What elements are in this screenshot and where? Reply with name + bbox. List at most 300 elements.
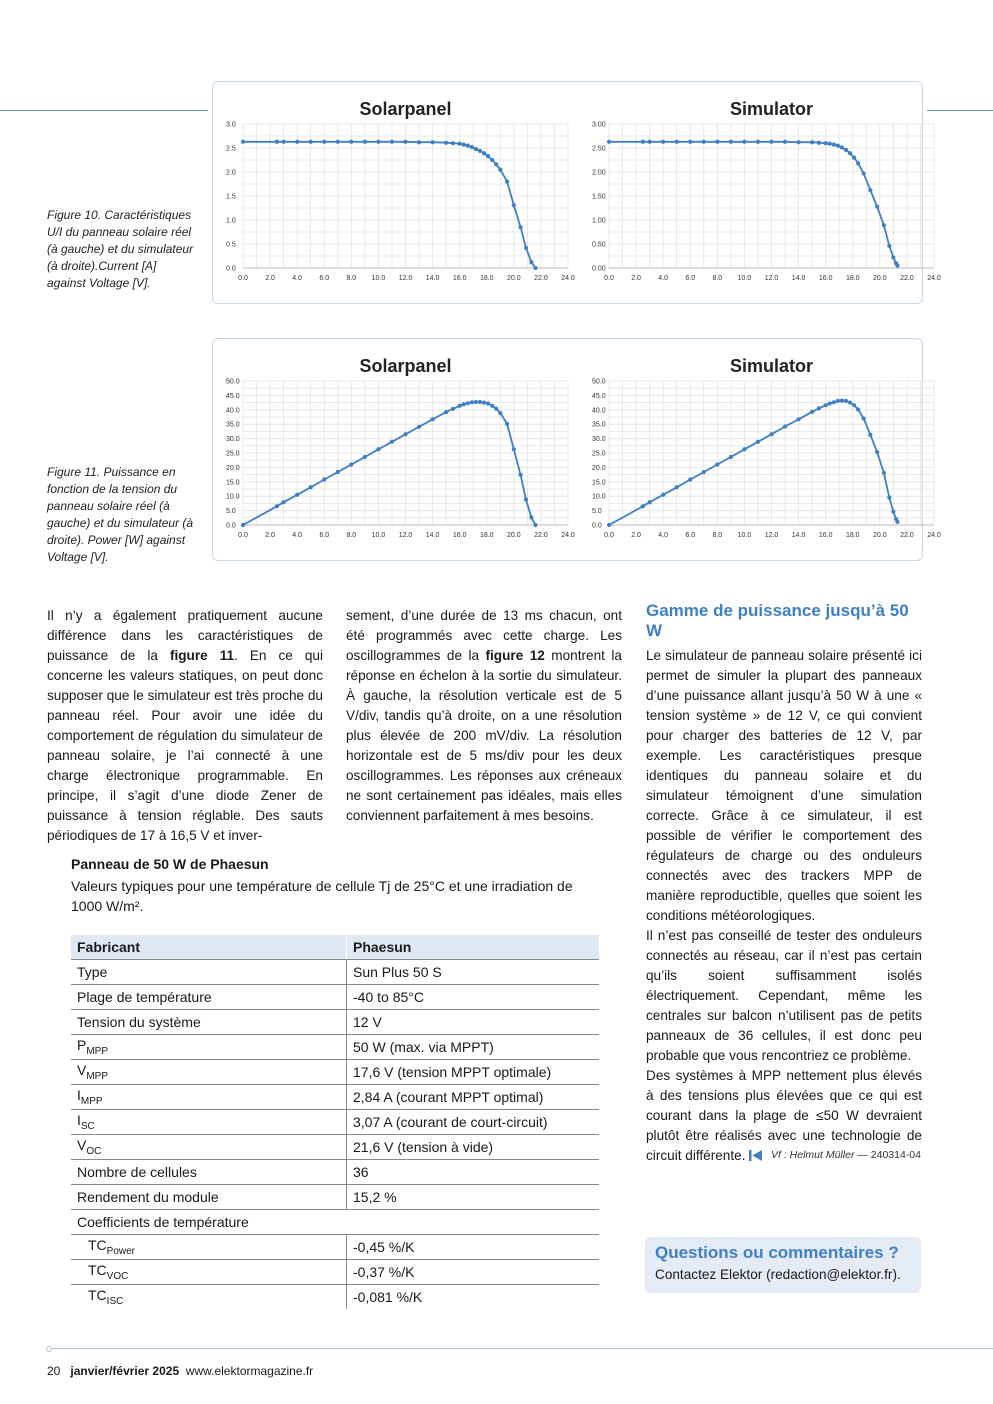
data-point	[817, 141, 821, 145]
table-row	[71, 1235, 599, 1260]
label-cell-subscript: MPP	[86, 1070, 109, 1082]
y-tick-label: 0.5	[226, 241, 236, 249]
value-cell-text: -0,37 %/K	[353, 1264, 415, 1280]
label-cell-text: I	[77, 1112, 81, 1129]
x-tick-label: 6.0	[685, 275, 696, 282]
figure-10	[212, 81, 941, 304]
data-point	[466, 144, 470, 148]
label-cell-text: TC	[88, 1262, 107, 1279]
value-cell-text: 2,84 A (courant MPPT optimal)	[353, 1089, 544, 1105]
x-tick-label: 10.0	[737, 275, 752, 282]
value-cell-text: 21,6 V (tension à vide)	[353, 1139, 494, 1155]
table-row	[71, 1135, 599, 1160]
data-point	[494, 162, 498, 166]
data-point	[861, 416, 865, 420]
label-cell	[71, 1035, 347, 1060]
chart	[592, 356, 941, 539]
footer-dot	[46, 1346, 52, 1352]
data-point	[891, 510, 895, 514]
data-point	[817, 406, 821, 410]
x-tick-label: 14.0	[425, 275, 440, 282]
data-point	[403, 140, 407, 144]
data-point	[882, 223, 886, 227]
data-point	[887, 496, 891, 500]
label-cell-text: Tension du système	[77, 1014, 201, 1030]
data-point	[852, 156, 856, 160]
value-cell	[347, 1135, 600, 1160]
label-cell	[71, 1185, 347, 1210]
y-tick-label: 15.0	[226, 479, 240, 487]
x-tick-label: 8.0	[346, 532, 357, 539]
data-point	[715, 462, 719, 466]
x-tick-label: 16.0	[452, 275, 467, 282]
data-point	[376, 140, 380, 144]
data-point	[322, 140, 326, 144]
y-tick-label: 45.0	[226, 392, 240, 400]
chart-title: Solarpanel	[359, 99, 452, 119]
table-row	[71, 1085, 599, 1110]
data-point	[478, 149, 482, 153]
data-point	[832, 143, 836, 147]
label-cell-text: I	[77, 1087, 81, 1104]
data-point	[529, 260, 533, 264]
value-cell-text: Sun Plus 50 S	[353, 964, 442, 980]
section-heading: Gamme de puissance jusqu’à 50 W	[646, 601, 909, 640]
data-point	[512, 447, 516, 451]
x-tick-label: 14.0	[791, 275, 806, 282]
data-point	[512, 203, 516, 207]
x-tick-label: 18.0	[845, 532, 860, 539]
data-point	[444, 141, 448, 145]
y-tick-label: 0.0	[226, 265, 236, 273]
y-tick-label: 1.5	[226, 193, 236, 201]
y-tick-label: 25.0	[226, 450, 240, 458]
data-point	[524, 246, 528, 250]
data-point	[295, 493, 299, 497]
y-tick-label: 5.0	[592, 508, 602, 516]
value-cell	[347, 1010, 600, 1035]
data-point	[241, 140, 245, 144]
spec-subtitle: Valeurs typiques pour une température de cellule Tj de 25°C et une irradiation de 1000 W/m².	[71, 878, 573, 914]
footer	[47, 1364, 313, 1378]
data-point	[519, 473, 523, 477]
y-tick-label: 0.0	[592, 522, 602, 530]
data-point	[856, 407, 860, 411]
data-point	[729, 140, 733, 144]
data-point	[282, 500, 286, 504]
value-cell	[347, 1285, 600, 1310]
data-point	[430, 417, 434, 421]
data-point	[322, 477, 326, 481]
value-cell	[347, 1060, 600, 1085]
data-point	[796, 140, 800, 144]
y-tick-label: 1.00	[592, 217, 606, 225]
x-tick-label: 8.0	[346, 275, 357, 282]
y-tick-label: 3.00	[592, 121, 606, 129]
label-cell	[71, 960, 347, 985]
footer-rule	[47, 1348, 993, 1349]
data-point	[482, 151, 486, 155]
data-point	[275, 140, 279, 144]
data-point	[769, 140, 773, 144]
x-tick-label: 0.0	[238, 275, 248, 282]
data-point	[458, 142, 462, 146]
article-column-2	[346, 606, 622, 826]
data-point	[533, 266, 537, 270]
questions-title: Questions ou commentaires ?	[655, 1243, 899, 1262]
chart-title: Simulator	[729, 99, 814, 119]
data-point	[844, 399, 848, 403]
y-tick-label: 0.00	[592, 265, 606, 273]
data-point	[742, 447, 746, 451]
x-tick-label: 12.0	[398, 275, 413, 282]
data-point	[349, 140, 353, 144]
y-tick-label: 5.0	[226, 508, 236, 516]
value-cell	[347, 1260, 600, 1285]
chart-title: Solarpanel	[359, 356, 452, 376]
data-point	[895, 520, 899, 524]
data-point	[848, 151, 852, 155]
y-tick-label: 10.0	[226, 493, 240, 501]
y-tick-label: 0.50	[592, 241, 606, 249]
credit-line	[700, 1149, 921, 1161]
value-cell	[347, 1035, 600, 1060]
data-point	[275, 504, 279, 508]
x-tick-label: 10.0	[371, 532, 386, 539]
data-point	[756, 140, 760, 144]
y-tick-label: 1.50	[592, 193, 606, 201]
data-point	[498, 168, 502, 172]
x-tick-label: 24.0	[927, 532, 941, 539]
x-tick-label: 16.0	[818, 532, 833, 539]
data-point	[451, 141, 455, 145]
data-point	[417, 140, 421, 144]
x-tick-label: 22.0	[900, 532, 914, 539]
value-cell	[347, 1110, 600, 1135]
label-cell-text: TC	[88, 1287, 107, 1304]
data-point	[363, 140, 367, 144]
x-tick-label: 2.0	[631, 275, 641, 282]
label-cell	[71, 1235, 347, 1260]
table-row	[71, 1010, 599, 1035]
data-point	[482, 401, 486, 405]
x-tick-label: 14.0	[425, 532, 440, 539]
data-point	[742, 140, 746, 144]
label-cell-text: Rendement du module	[77, 1189, 219, 1205]
data-point	[824, 403, 828, 407]
label-cell	[71, 1285, 347, 1310]
data-point	[470, 145, 474, 149]
x-tick-label: 10.0	[371, 275, 386, 282]
chart	[592, 99, 941, 282]
data-point	[519, 225, 523, 229]
data-point	[505, 422, 509, 426]
x-tick-label: 14.0	[791, 532, 806, 539]
data-point	[466, 401, 470, 405]
chart-title: Simulator	[729, 356, 814, 376]
y-tick-label: 0.0	[226, 522, 236, 530]
value-cell	[347, 960, 600, 985]
data-point	[840, 398, 844, 402]
data-point	[875, 450, 879, 454]
data-point	[241, 523, 245, 527]
y-tick-label: 40.0	[226, 407, 240, 415]
y-tick-label: 20.0	[592, 464, 606, 472]
table-row	[71, 985, 599, 1010]
x-tick-label: 18.0	[845, 275, 860, 282]
y-tick-label: 2.0	[226, 169, 236, 177]
value-cell-text: 36	[353, 1164, 369, 1180]
label-cell-text: P	[77, 1037, 87, 1054]
label-cell-subscript: VOC	[106, 1270, 129, 1282]
x-tick-label: 12.0	[398, 532, 413, 539]
data-point	[524, 498, 528, 502]
data-point	[390, 140, 394, 144]
x-tick-label: 18.0	[479, 275, 494, 282]
data-point	[309, 485, 313, 489]
label-cell-text: V	[77, 1137, 87, 1154]
article-column-3	[646, 646, 922, 1166]
y-tick-label: 10.0	[592, 493, 606, 501]
data-point	[494, 407, 498, 411]
x-tick-label: 20.0	[507, 532, 521, 539]
value-cell	[347, 1160, 600, 1185]
header-cell	[71, 935, 347, 960]
data-point	[828, 142, 832, 146]
data-point	[336, 470, 340, 474]
header-cell	[347, 935, 600, 960]
table-header-row	[71, 935, 599, 960]
x-tick-label: 8.0	[712, 532, 723, 539]
x-tick-label: 10.0	[737, 532, 752, 539]
label-cell-subscript: ISC	[106, 1295, 124, 1307]
label-cell-subscript: SC	[80, 1120, 95, 1132]
y-tick-label: 3.0	[226, 121, 236, 129]
data-point	[349, 462, 353, 466]
data-point	[756, 440, 760, 444]
x-tick-label: 6.0	[685, 532, 696, 539]
value-cell	[347, 1235, 600, 1260]
data-point	[430, 140, 434, 144]
spec-title: Panneau de 50 W de Phaesun	[71, 856, 269, 872]
y-tick-label: 50.0	[226, 378, 240, 386]
data-point	[715, 140, 719, 144]
data-point	[607, 140, 611, 144]
data-point	[390, 440, 394, 444]
figure-10-caption: Figure 10. Caractéristiques U/I du panneau solaire réel (à gauche) et du simulateur (à droite).Current [A] against Voltage [V].	[47, 208, 194, 290]
value-cell	[347, 1185, 600, 1210]
data-point	[363, 455, 367, 459]
x-tick-label: 20.0	[507, 275, 521, 282]
table-row	[71, 960, 599, 985]
data-point	[661, 140, 665, 144]
paragraph-text: sement, d’une durée de 13 ms chacun, ont été programmés avec cette charge. Les oscillogrammes de la	[346, 608, 622, 663]
y-tick-label: 40.0	[592, 407, 606, 415]
spec-table	[71, 935, 599, 1309]
x-tick-label: 2.0	[265, 532, 275, 539]
y-tick-label: 15.0	[592, 479, 606, 487]
x-tick-label: 22.0	[900, 275, 914, 282]
table-row	[71, 1110, 599, 1135]
x-tick-label: 24.0	[927, 275, 941, 282]
data-point	[607, 523, 611, 527]
x-tick-label: 20.0	[873, 532, 887, 539]
data-point	[769, 432, 773, 436]
data-point	[824, 141, 828, 145]
data-point	[856, 161, 860, 165]
x-tick-label: 2.0	[631, 532, 641, 539]
table-row	[71, 1060, 599, 1085]
data-point	[474, 147, 478, 151]
website: www.elektormagazine.fr	[185, 1364, 314, 1378]
chart	[226, 356, 575, 539]
y-tick-label: 2.50	[592, 145, 606, 153]
label-cell	[71, 1135, 347, 1160]
x-tick-label: 12.0	[764, 275, 779, 282]
y-tick-label: 35.0	[592, 421, 606, 429]
data-point	[470, 400, 474, 404]
x-tick-label: 4.0	[658, 532, 669, 539]
label-cell-subscript: MPP	[86, 1045, 109, 1057]
data-point	[490, 404, 494, 408]
chart	[226, 99, 575, 282]
y-tick-label: 25.0	[592, 450, 606, 458]
label-cell-text: Nombre de cellules	[77, 1164, 197, 1180]
value-cell-text: -0,45 %/K	[353, 1239, 415, 1255]
value-cell-text: 3,07 A (courant de court-circuit)	[353, 1114, 548, 1130]
data-point	[309, 140, 313, 144]
y-tick-label: 20.0	[226, 464, 240, 472]
article-code: — 240314-04	[854, 1149, 921, 1161]
article-column-1	[47, 606, 323, 846]
data-point	[688, 477, 692, 481]
data-point	[796, 417, 800, 421]
data-point	[887, 244, 891, 248]
value-cell-text: 15,2 %	[353, 1189, 397, 1205]
data-point	[844, 148, 848, 152]
table-row	[71, 1210, 599, 1235]
data-point	[661, 493, 665, 497]
y-tick-label: 1.0	[226, 217, 236, 225]
x-tick-label: 24.0	[561, 275, 575, 282]
value-cell-text: 12 V	[353, 1014, 382, 1030]
value-cell	[347, 1085, 600, 1110]
value-cell-text: 17,6 V (tension MPPT optimale)	[353, 1064, 552, 1080]
data-point	[688, 140, 692, 144]
value-cell	[347, 985, 600, 1010]
x-tick-label: 0.0	[238, 532, 248, 539]
data-point	[675, 485, 679, 489]
label-cell-text: V	[77, 1062, 87, 1079]
x-tick-label: 0.0	[604, 275, 614, 282]
data-point	[417, 425, 421, 429]
x-tick-label: 0.0	[604, 532, 614, 539]
data-point	[498, 411, 502, 415]
data-point	[462, 402, 466, 406]
section-cell	[71, 1210, 599, 1235]
y-tick-label: 2.5	[226, 145, 236, 153]
label-cell	[71, 1160, 347, 1185]
data-point	[868, 188, 872, 192]
x-tick-label: 8.0	[712, 275, 723, 282]
y-tick-label: 50.0	[592, 378, 606, 386]
y-tick-label: 30.0	[226, 436, 240, 444]
figure-reference: figure 11	[169, 648, 235, 663]
paragraph-text: Des systèmes à MPP nettement plus élevés à des tensions plus élevées que ce qui est courant dans la plage de ≤50 W devraient plutôt être réalisés avec une technologie de circuit différente.	[646, 1068, 922, 1163]
data-point	[505, 180, 509, 184]
data-point	[458, 404, 462, 408]
label-cell-text: TC	[88, 1237, 107, 1254]
data-point	[891, 255, 895, 259]
header-cell-text: Fabricant	[77, 939, 141, 955]
data-point	[882, 471, 886, 475]
y-tick-label: 35.0	[226, 421, 240, 429]
x-tick-label: 18.0	[479, 532, 494, 539]
label-cell	[71, 1060, 347, 1085]
page-number: 20	[47, 1364, 61, 1378]
paragraph: Il n’est pas conseillé de tester des onduleurs connectés au réseau, car il n’est pas certain qu’ils soient suffisamment isolés électriquement. Cependant, même les centrales sur balcon n’utilisent pas de petits panneaux de 36 cellules, il est donc peu probable que vous rencontriez ce problème.	[646, 928, 922, 1063]
data-point	[486, 154, 490, 158]
paragraph-text: . En ce qui concerne les valeurs statiques, on peut donc supposer que le simulateur est très proche du panneau réel. Pour avoir une idée du comportement de régulation du simulateur de panneau solaire, je l’ai connecté à une charge électronique programmable. En principe, il s’agit d’une diode Zener de puissance à tension réglable. Des sauts périodiques de 17 à 16,5 V et inver-	[47, 648, 323, 843]
data-point	[490, 158, 494, 162]
data-point	[444, 410, 448, 414]
table-row	[71, 1035, 599, 1060]
top-rule-right	[927, 110, 993, 111]
data-point	[852, 403, 856, 407]
issue: janvier/février 2025	[70, 1364, 180, 1378]
x-tick-label: 24.0	[561, 532, 575, 539]
data-point	[648, 140, 652, 144]
label-cell-text: Type	[77, 964, 108, 980]
data-point	[641, 504, 645, 508]
figure-11	[212, 338, 941, 561]
x-tick-label: 16.0	[452, 532, 467, 539]
table-row	[71, 1260, 599, 1285]
figure-10-charts	[213, 82, 941, 303]
data-point	[648, 500, 652, 504]
paragraph: Le simulateur de panneau solaire présenté ici permet de simuler la plupart des panneaux d’une puissance allant jusqu’à 50 W à une « tension système » de 12 V, ce qui convient pour charger des batteries de 12 V, par exemple. Les caractéristiques presque identiques du panneau solaire et du simulateur témoignent d’une simulation correcte. Grâce à ce simulateur, il est possible de vérifier le comportement des régulateurs de charge ou des onduleurs connectés avec des trackers MPP de manière reproductible, quelles que soient les conditions météorologiques.	[646, 648, 922, 923]
label-cell-subscript: OC	[86, 1145, 102, 1157]
data-point	[702, 470, 706, 474]
y-tick-label: 45.0	[592, 392, 606, 400]
questions-box	[645, 1237, 921, 1293]
x-tick-label: 4.0	[292, 532, 303, 539]
label-cell-text: Plage de température	[77, 989, 212, 1005]
data-point	[529, 515, 533, 519]
data-point	[403, 432, 407, 436]
data-point	[336, 140, 340, 144]
data-point	[462, 143, 466, 147]
value-cell-text: -0,081 %/K	[353, 1289, 423, 1305]
data-point	[861, 171, 865, 175]
table-row	[71, 1285, 599, 1310]
label-cell	[71, 985, 347, 1010]
x-tick-label: 22.0	[534, 532, 548, 539]
series-line	[609, 401, 897, 525]
data-point	[474, 400, 478, 404]
section-cell-text: Coefficients de température	[77, 1214, 249, 1230]
value-cell-text: 50 W (max. via MPPT)	[353, 1039, 494, 1055]
data-point	[836, 399, 840, 403]
data-point	[810, 410, 814, 414]
header-cell-text: Phaesun	[353, 939, 412, 955]
data-point	[783, 424, 787, 428]
data-point	[875, 204, 879, 208]
questions-contact: Contactez Elektor (redaction@elektor.fr).	[655, 1267, 901, 1282]
data-point	[295, 140, 299, 144]
data-point	[836, 144, 840, 148]
data-point	[282, 140, 286, 144]
